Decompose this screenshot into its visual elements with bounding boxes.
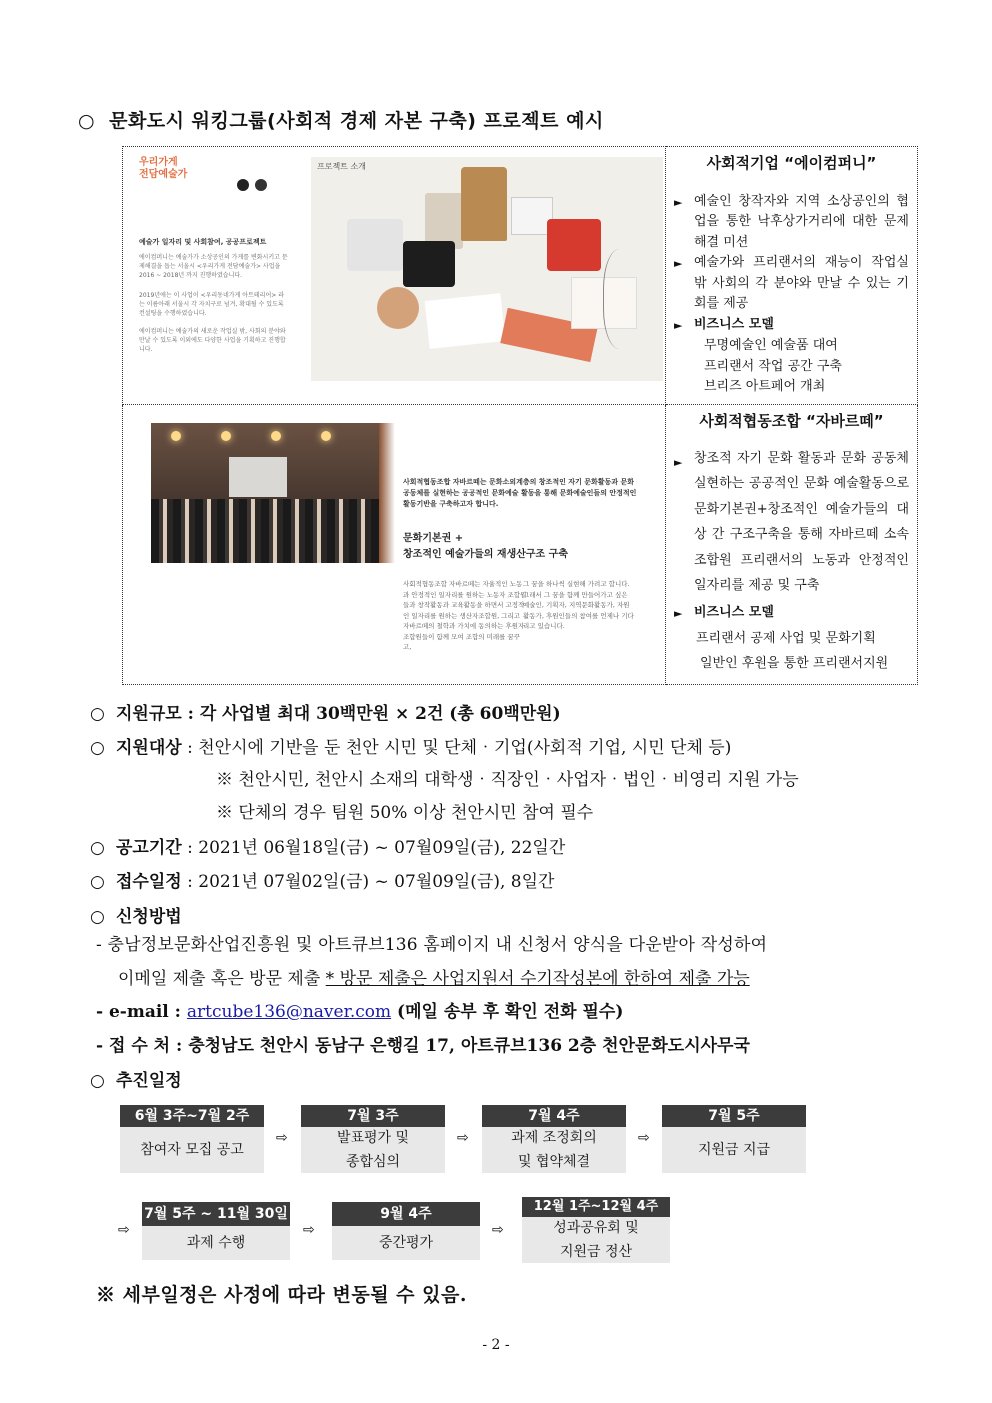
example-table	[122, 146, 918, 685]
schedule-step: 참여자 모집 공고	[120, 1127, 264, 1173]
apply-method-heading: ○ 신청방법	[90, 907, 182, 927]
arrow-right-icon: ⇨	[118, 1222, 130, 1238]
schedule-step: 성과공유회 및 지원금 정산	[522, 1217, 670, 1263]
list-item: ► 창조적 자기 문화 활동과 문화 공동체 실현하는 공공적인 문화 예술활동으로 문화기본권+창조적인 예술가들의 대상 간 구조구축을 통해 자바르떼 소속 조합원 프리랜서의 노동과 안정적인 일자리를 제공 및 구축	[674, 450, 909, 593]
white-mug	[347, 219, 403, 271]
schedule-step: 과제 수행	[142, 1226, 290, 1260]
visit-note: * 방문 제출은 사업지원서 수기작성본에 한하여 제출 가능	[325, 969, 750, 989]
list-item: ► 예술인 창작자와 지역 소상공인의 협업을 통한 낙후상가거리에 대한 문제해결 미션	[674, 193, 909, 250]
notice-period: ○ 공고기간 : 2021년 06월18일(금) ~ 07월09일(금), 22일간	[90, 838, 566, 858]
acompany-logo: 우리가게 전담예술가	[139, 157, 188, 180]
schedule-step-when: 7월 5주	[662, 1105, 806, 1127]
model-line: 프리랜서 공제 사업 및 문화기획	[696, 630, 876, 646]
acompany-image-para: 에이컴퍼니는 예술가의 새로운 작업실 밖, 사회의 분야와 만날 수 있도록 이외에도 다양한 사업을 기획하고 진행합니다.	[139, 328, 286, 353]
support-target: ○ 지원대상 : 천안시에 기반을 둔 천안 시민 및 단체‧기업(사회적 기업, 시민 단체 등)	[90, 738, 732, 758]
paper-card	[425, 293, 506, 349]
page-number: - 2 -	[482, 1337, 510, 1353]
arrow-right-icon: ⇨	[276, 1130, 288, 1146]
reception-address: - 접 수 처 : 충청남도 천안시 동남구 은행길 17, 아트큐브136 2층 천안문화도시사무국	[96, 1036, 750, 1056]
reception-period: ○ 접수일정 : 2021년 07월02일(금) ~ 07월09일(금), 8일간	[90, 872, 555, 892]
illustration-figure	[603, 249, 644, 349]
list-item: ► 비즈니스 모델	[674, 316, 774, 332]
acompany-image-cell	[123, 147, 666, 405]
schedule-step-when: 6월 3주~7월 2주	[120, 1105, 264, 1127]
arrow-right-icon: ⇨	[457, 1130, 469, 1146]
email-line: - e-mail : artcube136@naver.com (메일 송부 후 확인 전화 필수)	[96, 1002, 624, 1022]
schedule-step-when: 7월 4주	[482, 1105, 626, 1127]
jabarte-image	[125, 407, 663, 683]
support-scale: ○ 지원규모 : 각 사업별 최대 30백만원 × 2건 (총 60백만원)	[90, 704, 561, 724]
list-item: ► 비즈니스 모델	[674, 604, 774, 620]
coffee-bag	[461, 167, 507, 241]
arrow-right-icon: ⇨	[492, 1222, 504, 1238]
jabarte-image-heading: 문화기본권 + 창조적인 예술가들의 재생산구조 구축	[403, 533, 569, 560]
schedule-heading: ○ 추진일정	[90, 1071, 182, 1091]
black-mug	[403, 241, 455, 287]
schedule-footnote: ※ 세부일정은 사정에 따라 변동될 수 있음.	[96, 1284, 467, 1306]
list-item: ► 예술가와 프리랜서의 재능이 작업실 밖 사회의 각 분야와 만날 수 있는 기회를 제공	[674, 255, 909, 311]
red-mug	[547, 219, 601, 271]
schedule-step-when: 9월 4주	[332, 1202, 480, 1226]
schedule-step-when: 7월 5주 ~ 11월 30일	[142, 1202, 290, 1226]
bullet-circle: ○	[78, 110, 96, 132]
coaster	[377, 287, 419, 329]
model-line: 프리랜서 작업 공간 구축	[704, 358, 842, 374]
target-note: ※ 천안시민, 천안시 소재의 대학생‧직장인‧사업자‧법인‧비영리 지원 가능	[216, 770, 799, 790]
project-intro-label: 프로젝트 소개	[317, 162, 366, 171]
schedule-step: 지원금 지급	[662, 1127, 806, 1173]
acompany-image	[125, 149, 663, 403]
acompany-desc-cell	[666, 147, 918, 405]
schedule-step-when: 12월 1주~12월 4주	[522, 1197, 670, 1217]
schedule-step-when: 7월 3주	[301, 1105, 445, 1127]
schedule-step: 중간평가	[332, 1226, 480, 1260]
jabarte-image-para: 그 꿈을 하나씩 실현해 가려고 합니다.그래서 그 꿈을 함께 만들어가고 싶은 예술인, 기획자, 지역문화활동가, 자원활동가, 후원인들의 참여를 언제나 기다리고 있습니다.	[523, 580, 634, 630]
arrow-right-icon: ⇨	[303, 1222, 315, 1238]
acompany-image-para: 2019년에는 이 사업이 <우리동네가게 아트테리어> 라는 이름아래 서울시 각 자치구로 넘겨, 확대될 수 있도록 컨설팅을 수행하였습니다.	[139, 292, 284, 317]
target-note: ※ 단체의 경우 팀원 50% 이상 천안시민 참여 필수	[216, 803, 594, 823]
schedule-step: 과제 조정회의 및 협약체결	[482, 1127, 626, 1173]
jabarte-image-cell	[123, 405, 666, 685]
jabarte-intro: 사회적협동조합 자바르떼는 문화소외계층의 창조적인 자기 문화활동과 문화공동체를 실현하는 공공적인 문화예술 활동을 통해 문화예술인들의 안정적인 활동기반을 구축하고자 합니다.	[403, 478, 637, 508]
apply-method-text: - 충남정보문화산업진흥원 및 아트큐브136 홈페이지 내 신청서 양식을 다운받아 작성하여	[96, 935, 768, 955]
arrow-right-icon: ⇨	[638, 1130, 650, 1146]
section-title	[78, 106, 604, 133]
facebook-icon	[255, 179, 267, 191]
acompany-heading: 사회적기업 “에이컴퍼니”	[706, 154, 877, 172]
model-line: 무명예술인 예술품 대여	[704, 338, 838, 353]
youtube-icon	[237, 179, 249, 191]
acompany-image-para: 에이컴퍼니는 예술가가 소상공인의 가게를 변화시키고 문제해결을 돕는 서울시 <우리가게 전담예술가> 사업을 2016 ~ 2018년 까지 진행하였습니다.	[139, 254, 288, 279]
jabarte-image-para: 사회적협동조합 자바르떼는 자율적인 노동과 안정적인 일자리를 원하는 노동자 조합원들과 창작활동과 교육활동을 하면서 고정적인 일자리를 원하는 생산자조합원, 그리고 자바르떼의 철학과 가치에 동의하는 후원자조합원들이 함께 모여 조합의 미래를 꿈꾸고,	[403, 580, 527, 651]
apply-method-text2: 이메일 제출 혹은 방문 제출 * 방문 제출은 사업지원서 수기작성본에 한하여 제출 가능	[118, 969, 750, 989]
email-link[interactable]: artcube136@naver.com	[186, 1002, 392, 1022]
model-line: 브리즈 아트페어 개최	[704, 379, 826, 394]
model-line: 일반인 후원을 통한 프리랜서지원	[700, 655, 889, 671]
section-title-text: 문화도시 워킹그룹(사회적 경제 자본 구축) 프로젝트 예시	[109, 110, 604, 132]
jabarte-heading: 사회적협동조합 “자바르떼”	[699, 412, 884, 430]
jabarte-desc-cell	[666, 405, 918, 685]
acompany-image-heading: 예술가 일자리 및 사회참여, 공공프로젝트	[139, 238, 267, 246]
schedule-step: 발표평가 및 종합심의	[301, 1127, 445, 1173]
group-photo	[151, 423, 379, 563]
